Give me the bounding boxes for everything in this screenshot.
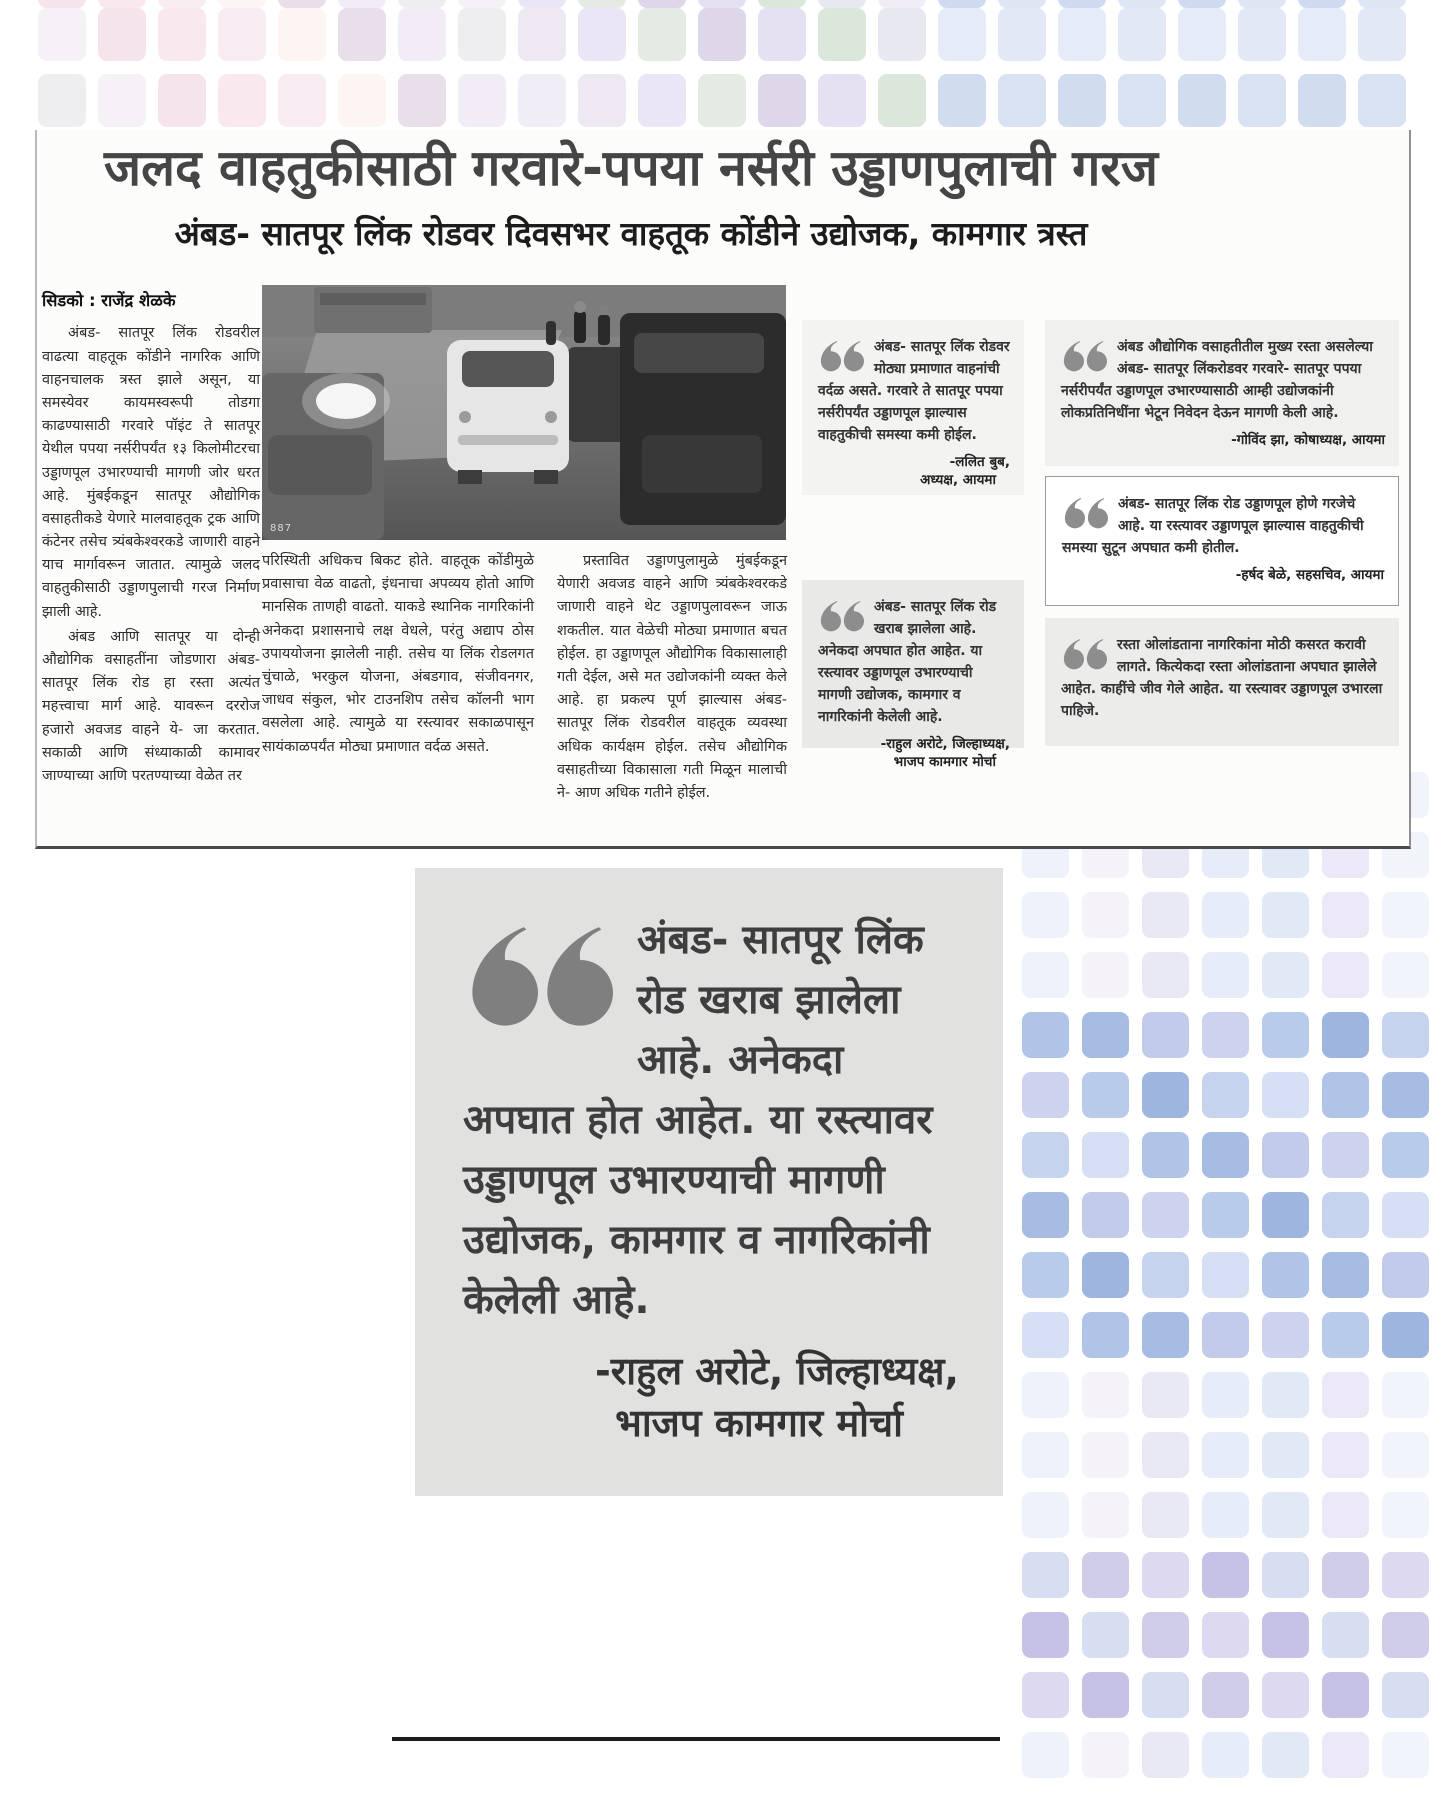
mosaic-tile	[1322, 952, 1369, 998]
mosaic-tile	[1022, 1312, 1069, 1358]
mosaic-tile	[1142, 1252, 1189, 1298]
quote-attribution: -ललित बुब,	[949, 454, 1010, 470]
mosaic-tile	[1322, 1132, 1369, 1178]
mosaic-tile	[1262, 1432, 1309, 1478]
mosaic-tile	[1322, 1552, 1369, 1598]
subheadline: अंबड- सातपूर लिंक रोडवर दिवसभर वाहतूक कोंडीने उद्योजक, कामगार त्रस्त	[174, 214, 1088, 253]
mosaic-tile	[1262, 952, 1309, 998]
mosaic-tile	[1142, 1012, 1189, 1058]
mosaic-tile	[1142, 1072, 1189, 1118]
traffic-photo	[262, 285, 786, 540]
mosaic-tile	[878, 0, 926, 8]
mosaic-tile	[1382, 1312, 1429, 1358]
quote-box-lalit-bub	[802, 320, 1024, 495]
mosaic-tile	[1118, 0, 1166, 8]
mosaic-tile	[1298, 8, 1346, 61]
mosaic-tile	[1298, 74, 1346, 127]
article-paragraph: अंबड आणि सातपूर या दोन्ही औद्योगिक वसाहतींना जोडणारा अंबड- सातपूर लिंक रोड हा रस्ता अत्यंत महत्त्वाचा मार्ग आहे. यावरून दररोज हजारो अवजड वाहने ये- जा करतात. सकाळी आणि संध्याकाळी कामावर जाण्याच्या आणि परतण्याच्या वेळेत तर	[42, 628, 260, 784]
mosaic-tile	[1202, 1252, 1249, 1298]
mosaic-tile	[38, 74, 86, 127]
mosaic-tile	[1142, 1372, 1189, 1418]
quote-icon	[1061, 339, 1107, 372]
mosaic-tile	[1022, 1432, 1069, 1478]
mosaic-tile	[1382, 1252, 1429, 1298]
quote-text: अंबड- सातपूर लिंक रोड खराब झालेला आहे. अनेकदा अपघात होत आहेत. या रस्त्यावर उड्डाणपूल उभारण्याची मागणी उद्योजक, कामगार व नागरिकांनी केलेली आहे.	[818, 599, 997, 725]
mosaic-tile	[1322, 892, 1369, 938]
mosaic-tile	[938, 74, 986, 127]
mosaic-tile	[38, 0, 86, 8]
mosaic-tile	[1082, 1072, 1129, 1118]
mosaic-tile	[1142, 1672, 1189, 1718]
mosaic-tile	[1082, 1312, 1129, 1358]
mosaic-tile	[578, 0, 626, 8]
mosaic-tile	[938, 8, 986, 61]
mosaic-tile	[758, 74, 806, 127]
mosaic-tile	[1382, 1432, 1429, 1478]
mosaic-tile	[1262, 1072, 1309, 1118]
mosaic-tile	[938, 0, 986, 8]
mosaic-tile	[98, 74, 146, 127]
mosaic-tile	[1022, 1012, 1069, 1058]
mosaic-tile	[1262, 1252, 1309, 1298]
enlarged-quote-role: भाजप कामगार मोर्चा	[615, 1401, 903, 1445]
mosaic-tile	[1262, 1552, 1309, 1598]
mosaic-tile	[1382, 1552, 1429, 1598]
mosaic-tile	[1262, 1372, 1309, 1418]
mosaic-tile	[1358, 74, 1406, 127]
mosaic-tile	[1322, 1192, 1369, 1238]
mosaic-tile	[1082, 1552, 1129, 1598]
mosaic-tile	[1142, 1732, 1189, 1778]
mosaic-tile	[1022, 1192, 1069, 1238]
quote-box-rahul-arote	[802, 580, 1024, 770]
mosaic-tile	[1202, 1132, 1249, 1178]
article-column-2	[262, 550, 534, 842]
enlarged-quote-box	[415, 868, 1003, 1496]
quote-role: भाजप कामगार मोर्चा	[893, 754, 996, 770]
mosaic-tile	[818, 74, 866, 127]
article-column-3	[557, 550, 787, 842]
mosaic-tile	[518, 0, 566, 8]
mosaic-tile	[1322, 1612, 1369, 1658]
byline: सिडको : राजेंद्र शेळके	[42, 291, 176, 310]
mosaic-tile	[1202, 1672, 1249, 1718]
quote-text: अंबड औद्योगिक वसाहतीतील मुख्य रस्ता असलेल्या अंबड- सातपूर लिंकरोडवर गरवारे- सातपूर पपया नर्सरीपर्यंत उड्डाणपूल उभारण्यासाठी आम्ही उद्योजकांनी लोकप्रतिनिधींना भेटून निवेदन देऊन मागणी केली आहे.	[1061, 339, 1373, 421]
mosaic-tile	[1178, 8, 1226, 61]
mosaic-tile	[1082, 1432, 1129, 1478]
mosaic-tile	[1058, 74, 1106, 127]
mosaic-tile	[1322, 1732, 1369, 1778]
mosaic-tile	[1382, 892, 1429, 938]
mosaic-tile	[518, 74, 566, 127]
mosaic-tile	[1142, 1432, 1189, 1478]
mosaic-tile	[1022, 1252, 1069, 1298]
mosaic-tile	[218, 0, 266, 8]
mosaic-tile	[1202, 1012, 1249, 1058]
traffic-photo-illustration	[262, 285, 786, 540]
mosaic-tile	[1202, 892, 1249, 938]
mosaic-tile	[1022, 1372, 1069, 1418]
mosaic-tile	[1022, 1732, 1069, 1778]
quote-box-citizens	[1045, 618, 1399, 746]
mosaic-tile	[1382, 1492, 1429, 1538]
enlarged-quote-text: अंबड- सातपूर लिंक रोड खराब झालेला आहे. अनेकदा अपघात होत आहेत. या रस्त्यावर उड्डाणपूल उभारण्याची मागणी उद्योजक, कामगार व नागरिकांनी केलेली आहे.	[463, 917, 933, 1323]
mosaic-tile	[1262, 1672, 1309, 1718]
mosaic-tile	[1118, 8, 1166, 61]
mosaic-tile	[818, 0, 866, 8]
mosaic-tile	[1298, 0, 1346, 8]
mosaic-tile	[278, 74, 326, 127]
mosaic-tile	[1022, 1132, 1069, 1178]
mosaic-tile	[1382, 1132, 1429, 1178]
mosaic-tile	[1262, 892, 1309, 938]
quote-box-govind-jha	[1045, 320, 1399, 466]
mosaic-tile	[1322, 1492, 1369, 1538]
mosaic-tile	[1322, 1312, 1369, 1358]
mosaic-tile	[338, 0, 386, 8]
mosaic-tile	[698, 8, 746, 61]
photo-timestamp-label: 887	[270, 523, 293, 534]
mosaic-tile	[218, 74, 266, 127]
mosaic-tile	[1382, 1372, 1429, 1418]
headline: जलद वाहतुकीसाठी गरवारे-पपया नर्सरी उड्डाणपुलाची गरज	[104, 139, 1158, 197]
mosaic-tile	[458, 8, 506, 61]
mosaic-tile	[1022, 892, 1069, 938]
mosaic-tile	[158, 0, 206, 8]
mosaic-tile	[878, 74, 926, 127]
mosaic-tile	[1142, 892, 1189, 938]
mosaic-tile	[1022, 1672, 1069, 1718]
mosaic-tile	[1202, 1312, 1249, 1358]
bottom-divider	[392, 1737, 1000, 1741]
mosaic-tile	[1022, 1492, 1069, 1538]
quote-attribution: -राहुल अरोटे, जिल्हाध्यक्ष,	[880, 736, 1010, 752]
mosaic-tile	[1142, 1492, 1189, 1538]
mosaic-tile	[758, 0, 806, 8]
mosaic-tile	[338, 74, 386, 127]
mosaic-tile	[1262, 1492, 1309, 1538]
mosaic-tile	[1382, 1672, 1429, 1718]
quote-icon	[1061, 637, 1107, 670]
mosaic-tile	[1022, 1552, 1069, 1598]
mosaic-tile	[1322, 1012, 1369, 1058]
article-paragraph: प्रस्तावित उड्डाणपुलामुळे मुंबईकडून येणारी अवजड वाहने आणि त्र्यंबकेश्वरकडे जाणारी वाहने थेट उड्डाणपुलावरून जाऊ शकतील. यात वेळेची मोठ्या प्रमाणात बचत होईल. हा उड्डाणपूल औद्योगिक विकासालाही गती देईल, असे मत उद्योजकांनी व्यक्त केले आहे. हा प्रकल्प पूर्ण झाल्यास अंबड- सातपूर लिंक रोडवरील वाहतूक व्यवस्था अधिक कार्यक्षम होईल. तसेच औद्योगिक वसाहतीच्या विकासाला गती मिळून मालाची ने- आण अधिक गतीने होईल.	[557, 553, 787, 801]
quote-icon	[818, 339, 864, 372]
mosaic-tile	[1238, 8, 1286, 61]
mosaic-tile	[1382, 1192, 1429, 1238]
mosaic-tile	[698, 74, 746, 127]
mosaic-tile	[1262, 1132, 1309, 1178]
mosaic-tile	[638, 8, 686, 61]
mosaic-tile	[578, 74, 626, 127]
mosaic-tile	[1262, 1732, 1309, 1778]
mosaic-tile	[878, 8, 926, 61]
quote-icon	[818, 599, 864, 632]
mosaic-tile	[998, 74, 1046, 127]
article-paragraph: परिस्थिती अधिकच बिकट होते. वाहतूक कोंडीमुळे प्रवासाचा वेळ वाढतो, इंधनाचा अपव्यय होतो आणि मानसिक ताणही वाढतो. याकडे स्थानिक नागरिकांनी अनेकदा प्रशासनाचे लक्ष वेधले, परंतु अद्याप ठोस उपाययोजना झालेली नाही. तसेच या लिंक रोडलगत चुंचाळे, भरकुल योजना, अंबडगाव, संजीवनगर, जाधव संकुल, भोर टाउनशिप तसेच कॉलनी भाग वसलेला आहे. त्यामुळे या रस्त्यावर सकाळपासून सायंकाळपर्यंत मोठ्या प्रमाणात वर्दळ असते.	[262, 553, 534, 755]
newspaper-clipping	[35, 130, 1411, 849]
mosaic-tile	[458, 74, 506, 127]
mosaic-tile	[1382, 1732, 1429, 1778]
mosaic-tile	[1382, 1012, 1429, 1058]
mosaic-tile	[1322, 1672, 1369, 1718]
mosaic-tile	[1082, 1372, 1129, 1418]
mosaic-tile	[1082, 1492, 1129, 1538]
mosaic-tile	[1322, 1072, 1369, 1118]
mosaic-tile	[1202, 1192, 1249, 1238]
quote-text: अंबड- सातपूर लिंक रोडवर मोठ्या प्रमाणात वाहनांची वर्दळ असते. गरवारे ते सातपूर पपया नर्सरीपर्यंत उड्डाणपूल झाल्यास वाहतुकीची समस्या कमी होईल.	[818, 339, 1010, 443]
mosaic-tile	[218, 8, 266, 61]
mosaic-tile	[158, 8, 206, 61]
mosaic-tile	[1082, 892, 1129, 938]
mosaic-tile	[1058, 0, 1106, 8]
mosaic-tile	[1082, 1192, 1129, 1238]
mosaic-tile	[1082, 1672, 1129, 1718]
mosaic-tile	[1202, 1732, 1249, 1778]
mosaic-tile	[1178, 74, 1226, 127]
mosaic-tile	[158, 74, 206, 127]
mosaic-tile	[758, 8, 806, 61]
mosaic-tile	[1202, 1612, 1249, 1658]
mosaic-tile	[1238, 0, 1286, 8]
mosaic-tile	[1202, 1552, 1249, 1598]
mosaic-tile	[1202, 952, 1249, 998]
mosaic-tile	[1082, 1252, 1129, 1298]
mosaic-tile	[1082, 1012, 1129, 1058]
mosaic-tile	[458, 0, 506, 8]
mosaic-tile	[1058, 8, 1106, 61]
mosaic-tile	[278, 0, 326, 8]
quote-role: अध्यक्ष, आयमा	[920, 472, 996, 488]
mosaic-tile	[1322, 1372, 1369, 1418]
mosaic-tile	[1142, 1312, 1189, 1358]
mosaic-tile	[1262, 1012, 1309, 1058]
quote-attribution: -हर्षद बेळे, सहसचिव, आयमा	[1235, 567, 1384, 583]
mosaic-tile	[278, 8, 326, 61]
quote-text: रस्ता ओलांडताना नागरिकांना मोठी कसरत करावी लागते. कित्येकदा रस्ता ओलांडताना अपघात झालेले आहेत. काहींचे जीव गेले आहेत. या रस्त्यावर उड्डाणपूल उभारला पाहिजे.	[1061, 637, 1383, 719]
mosaic-tile	[1118, 74, 1166, 127]
mosaic-tile	[398, 8, 446, 61]
mosaic-tile	[398, 0, 446, 8]
article-column-1	[42, 288, 260, 840]
mosaic-tile	[1382, 1072, 1429, 1118]
quote-icon	[463, 920, 613, 1028]
mosaic-tile	[1238, 74, 1286, 127]
mosaic-tile	[1262, 1612, 1309, 1658]
mosaic-tile	[1202, 1492, 1249, 1538]
mosaic-tile	[1022, 952, 1069, 998]
mosaic-tile	[518, 8, 566, 61]
mosaic-tile	[638, 0, 686, 8]
mosaic-tile	[1022, 1612, 1069, 1658]
mosaic-tile	[698, 0, 746, 8]
mosaic-tile	[1382, 1612, 1429, 1658]
mosaic-tile	[98, 0, 146, 8]
mosaic-tile	[1142, 1552, 1189, 1598]
quote-attribution: -गोविंद झा, कोषाध्यक्ष, आयमा	[1231, 432, 1385, 448]
mosaic-tile	[338, 8, 386, 61]
mosaic-tile	[38, 8, 86, 61]
mosaic-tile	[1142, 952, 1189, 998]
mosaic-tile	[1322, 1432, 1369, 1478]
mosaic-tile	[998, 8, 1046, 61]
mosaic-tile	[1358, 0, 1406, 8]
mosaic-tile	[1142, 1132, 1189, 1178]
quote-box-harshad-bele	[1045, 476, 1399, 606]
mosaic-tile	[998, 0, 1046, 8]
mosaic-tile	[1082, 1732, 1129, 1778]
mosaic-tile	[1082, 1132, 1129, 1178]
mosaic-tile	[1262, 1192, 1309, 1238]
mosaic-tile	[1082, 952, 1129, 998]
mosaic-tile	[1178, 0, 1226, 8]
mosaic-tile	[1202, 1432, 1249, 1478]
mosaic-tile	[1082, 1612, 1129, 1658]
mosaic-tile	[1382, 952, 1429, 998]
quote-text: अंबड- सातपूर लिंक रोड उड्डाणपूल होणे गरजेचे आहे. या रस्त्यावर उड्डाणपूल झाल्यास वाहतुकीची समस्या सुटून अपघात कमी होतील.	[1062, 496, 1364, 556]
article-paragraph: अंबड- सातपूर लिंक रोडवरील वाढत्या वाहतूक कोंडीने नागरिक आणि वाहनचालक त्रस्त झाले असून, या समस्येवर कायमस्वरूपी तोडगा काढण्यासाठी गरवारे पॉइंट ते सातपूर येथील पपया नर्सरीपर्यंत १३ किलोमीटरचा उड्डाणपूल उभारण्याची मागणी जोर धरत आहे. मुंबईकडून सातपूर औद्योगिक वसाहतीकडे येणारे मालवाहतूक ट्रक आणि कंटेनर तसेच त्र्यंबकेश्वरकडे जाणारी वाहने याच मार्गावरून जातात. त्यामुळे जलद वाहतुकीसाठी उड्डाणपुलाची गरज निर्माण झाली आहे.	[42, 325, 260, 620]
mosaic-tile	[1262, 1312, 1309, 1358]
mosaic-tile	[1142, 1192, 1189, 1238]
mosaic-tile	[1022, 1072, 1069, 1118]
enlarged-quote-attribution: -राहुल अरोटे, जिल्हाध्यक्ष,	[594, 1349, 959, 1393]
mosaic-tile	[398, 74, 446, 127]
mosaic-tile	[1202, 1372, 1249, 1418]
mosaic-tile	[1202, 1072, 1249, 1118]
mosaic-tile	[1322, 1252, 1369, 1298]
mosaic-tile	[818, 8, 866, 61]
mosaic-tile	[1358, 8, 1406, 61]
mosaic-tile	[578, 8, 626, 61]
mosaic-tile	[638, 74, 686, 127]
quote-icon	[1062, 496, 1108, 529]
mosaic-tile	[98, 8, 146, 61]
mosaic-tile	[1142, 1612, 1189, 1658]
